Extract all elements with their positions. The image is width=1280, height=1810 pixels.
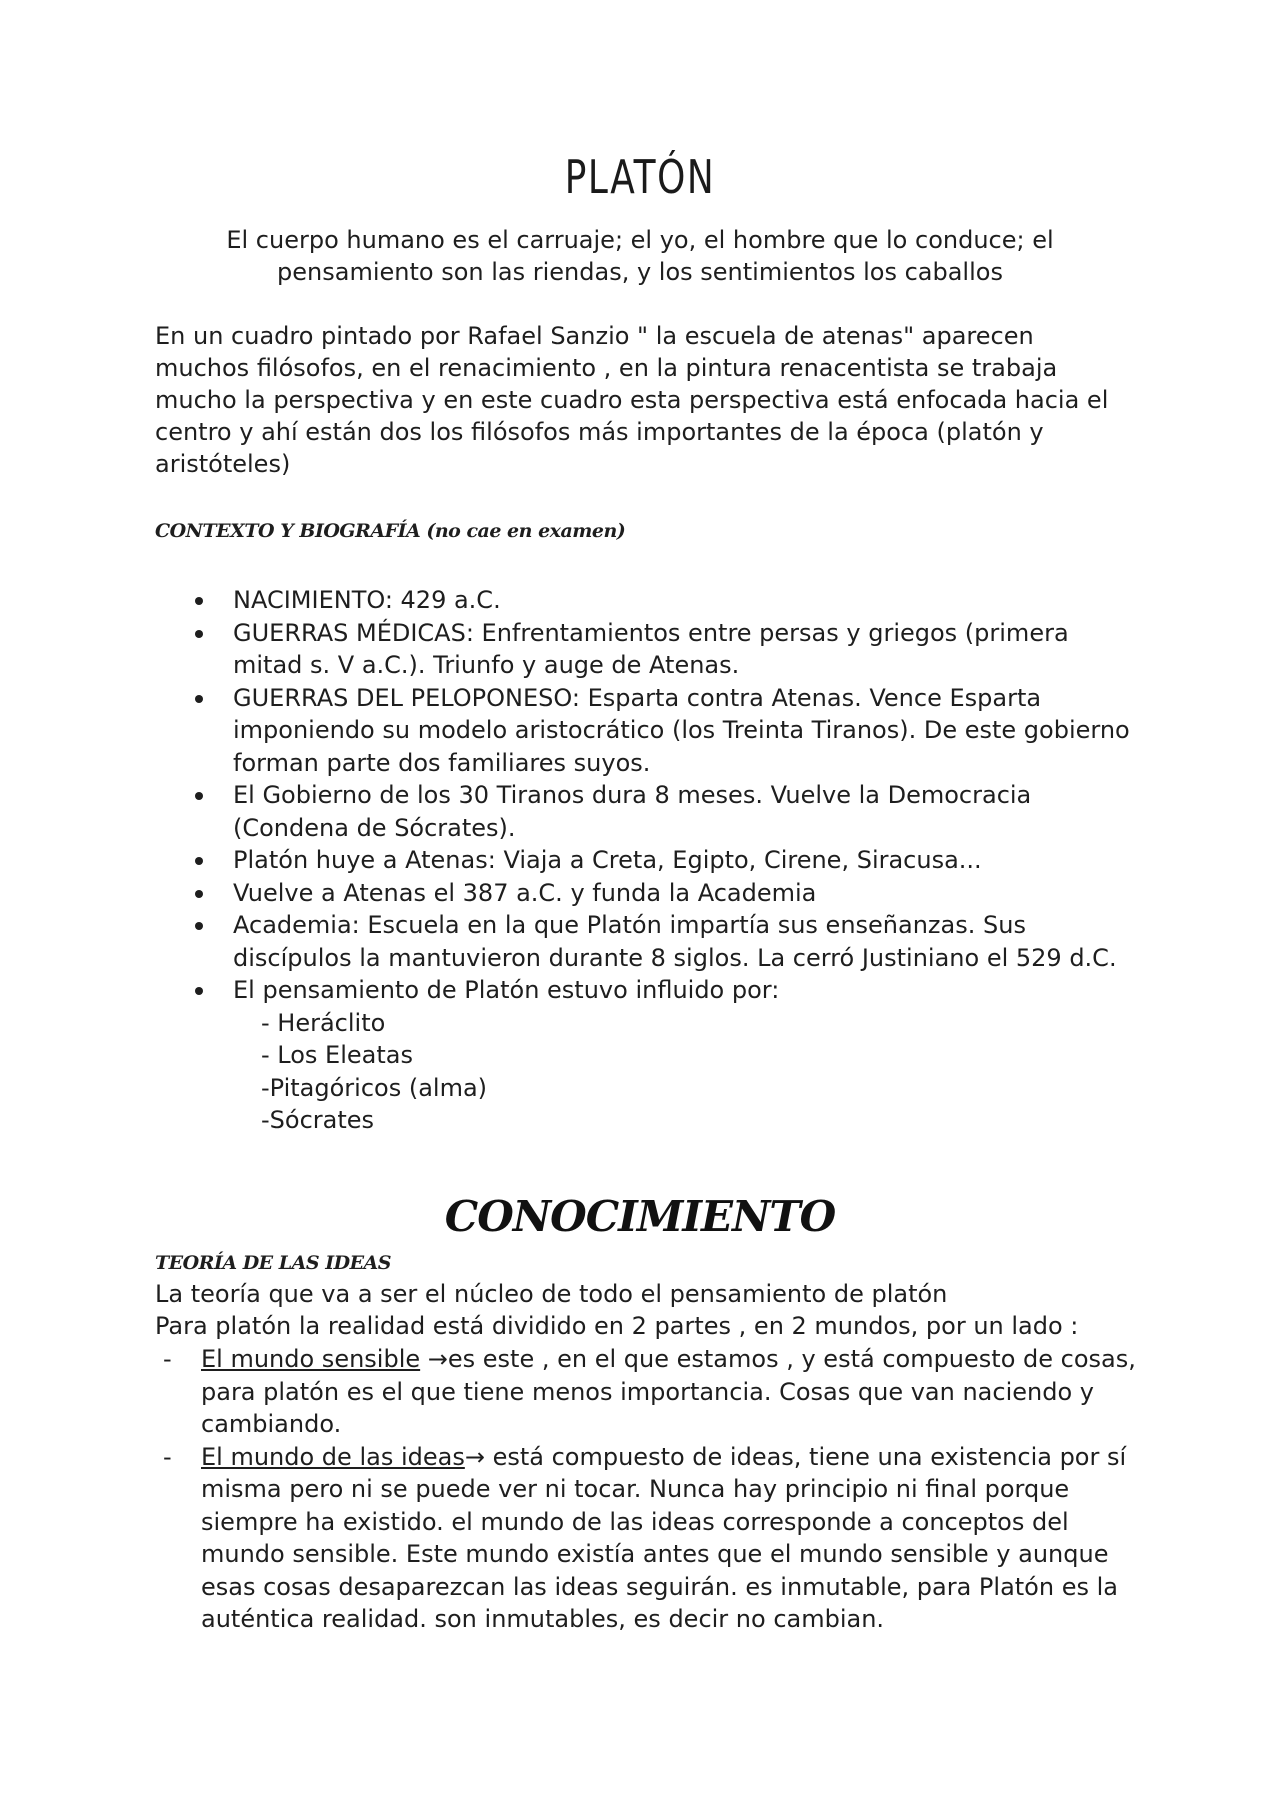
bullet-icon	[195, 857, 203, 865]
influences-list	[233, 1007, 1135, 1137]
ideas-body	[155, 1278, 1135, 1342]
world-item	[155, 1343, 1145, 1441]
world-term: El mundo sensible	[201, 1345, 421, 1373]
ideas-heading: TEORÍA DE LAS IDEAS	[155, 1252, 392, 1274]
quote: El cuerpo humano es el carruaje; el yo, el hombre que lo conduce; el pensamiento son las riendas, y los sentimientos los caballos	[226, 226, 1054, 286]
arrow-icon: →	[420, 1345, 448, 1373]
page-title: PLATÓN	[564, 150, 716, 204]
world-item	[155, 1441, 1145, 1636]
dash-icon: -	[163, 1442, 172, 1471]
bullet-icon	[195, 922, 203, 930]
intro-paragraph: En un cuadro pintado por Rafael Sanzio " la escuela de atenas" aparecen muchos filósofos, en el renacimiento , en la pintura renacentista se trabaja mucho la perspectiva y en este cuadro esta perspectiva está enfocada hacia el centro y ahí están dos los filósofos más importantes de la época (platón y aristóteles)	[155, 322, 1109, 478]
list-item: GUERRAS DEL PELOPONESO: Esparta contra Atenas. Vence Esparta imponiendo su modelo aristocrático (los Treinta Tiranos). De este gobierno forman parte dos familiares suyos.	[155, 682, 1135, 780]
ideas-line: Para platón la realidad está dividido en 2 partes , en 2 mundos, por un lado :	[155, 1312, 1079, 1340]
ideas-line: La teoría que va a ser el núcleo de todo el pensamiento de platón	[155, 1280, 948, 1308]
bullet-icon	[195, 987, 203, 995]
dash-icon: -	[163, 1345, 172, 1373]
list-item: Vuelve a Atenas el 387 a.C. y funda la Academia	[155, 877, 1135, 910]
worlds-list	[155, 1343, 1145, 1636]
influence-item: - Heráclito	[261, 1008, 386, 1037]
bullet-icon	[195, 630, 203, 638]
bullet-icon	[195, 792, 203, 800]
biography-list	[155, 584, 1135, 1137]
bullet-icon	[195, 695, 203, 703]
section-heading: CONOCIMIENTO	[444, 1192, 836, 1241]
influence-item: - Los Eleatas	[261, 1041, 413, 1069]
world-description: es este , en el que estamos , y está compuesto de cosas, para platón es el que tiene menos importancia. Cosas que van naciendo y cambiando.	[201, 1345, 1136, 1438]
list-item: El Gobierno de los 30 Tiranos dura 8 meses. Vuelve la Democracia (Condena de Sócrates).	[155, 779, 1135, 844]
arrow-icon: →	[464, 1442, 493, 1471]
list-item: Academia: Escuela en la que Platón impartía sus enseñanzas. Sus discípulos la mantuvieron durante 8 siglos. La cerró Justiniano el 529 d.C.	[155, 909, 1135, 974]
world-term: El mundo de las ideas	[201, 1442, 465, 1471]
influence-item: -Sócrates	[261, 1106, 375, 1134]
world-description: está compuesto de ideas, tiene una existencia por sí misma pero ni se puede ver ni tocar. Nunca hay principio ni final porque siempre ha existido. el mundo de las ideas corresponde a conceptos del mundo sensible. Este mundo existía antes que el mundo sensible y aunque esas cosas desaparezcan las ideas seguirán. es inmutable, para Platón es la auténtica realidad. son inmutables, es decir no cambian.	[201, 1442, 1127, 1633]
list-item: GUERRAS MÉDICAS: Enfrentamientos entre persas y griegos (primera mitad s. V a.C.). Triunfo y auge de Atenas.	[155, 617, 1135, 682]
list-item: El pensamiento de Platón estuvo influido por: - Heráclito - Los Eleatas -Pitagóricos (alma) -Sócrates	[155, 974, 1135, 1137]
bullet-icon	[195, 597, 203, 605]
influence-item: -Pitagóricos (alma)	[261, 1073, 488, 1102]
context-heading: CONTEXTO Y BIOGRAFÍA (no cae en examen)	[155, 520, 626, 542]
bullet-icon	[195, 890, 203, 898]
list-item: Platón huye a Atenas: Viaja a Creta, Egipto, Cirene, Siracusa...	[155, 844, 1135, 877]
list-item: NACIMIENTO: 429 a.C.	[155, 584, 1135, 617]
